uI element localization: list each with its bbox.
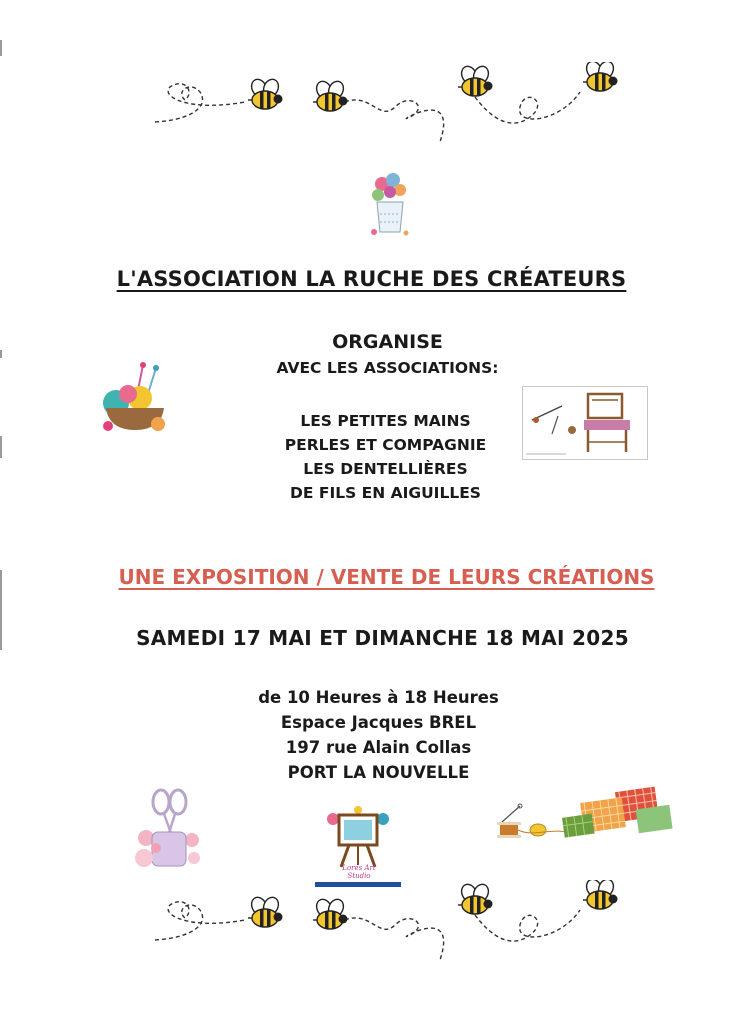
event-hours: de 10 Heures à 18 Heures [258,688,499,707]
bee-icon [458,882,493,914]
art-studio-caption: Lores Art Studio [342,864,376,880]
event-info [7,685,743,785]
bee-trail-top [130,62,650,152]
bee-icon [248,895,283,927]
organise-heading: ORGANISE [332,331,443,353]
event-address: 197 rue Alain Collas [285,738,472,757]
event-dates: SAMEDI 17 MAI ET DIMANCHE 18 MAI 2025 [136,626,629,650]
event-venue: Espace Jacques BREL [280,713,477,732]
event-city: PORT LA NOUVELLE [287,763,470,782]
association-list [14,409,743,505]
scan-edge-mark [0,40,2,56]
association-item: DE FILS EN AIGUILLES [290,484,481,502]
exhibition-headline: UNE EXPOSITION / VENTE DE LEURS CRÉATIONS [118,565,655,589]
bee-icon [583,880,618,909]
bee-icon [458,64,493,96]
flower-jar-icon [360,170,420,242]
association-item: PERLES ET COMPAGNIE [284,436,487,454]
scissors-jar-icon [128,788,210,872]
association-item: LES PETITES MAINS [300,412,471,430]
patchwork-icon [560,786,676,842]
bee-icon [313,897,348,929]
bee-icon [248,77,283,109]
association-title: L'ASSOCIATION LA RUCHE DES CRÉATEURS [116,267,627,291]
with-associations-label: AVEC LES ASSOCIATIONS: [276,359,499,377]
scan-edge-mark [0,436,2,458]
scan-edge-mark [0,350,2,358]
bee-icon [313,79,348,111]
scan-edge-mark [0,570,2,650]
bee-trail-bottom [130,880,650,970]
association-item: LES DENTELLIÈRES [303,460,468,478]
bee-icon [583,62,618,91]
